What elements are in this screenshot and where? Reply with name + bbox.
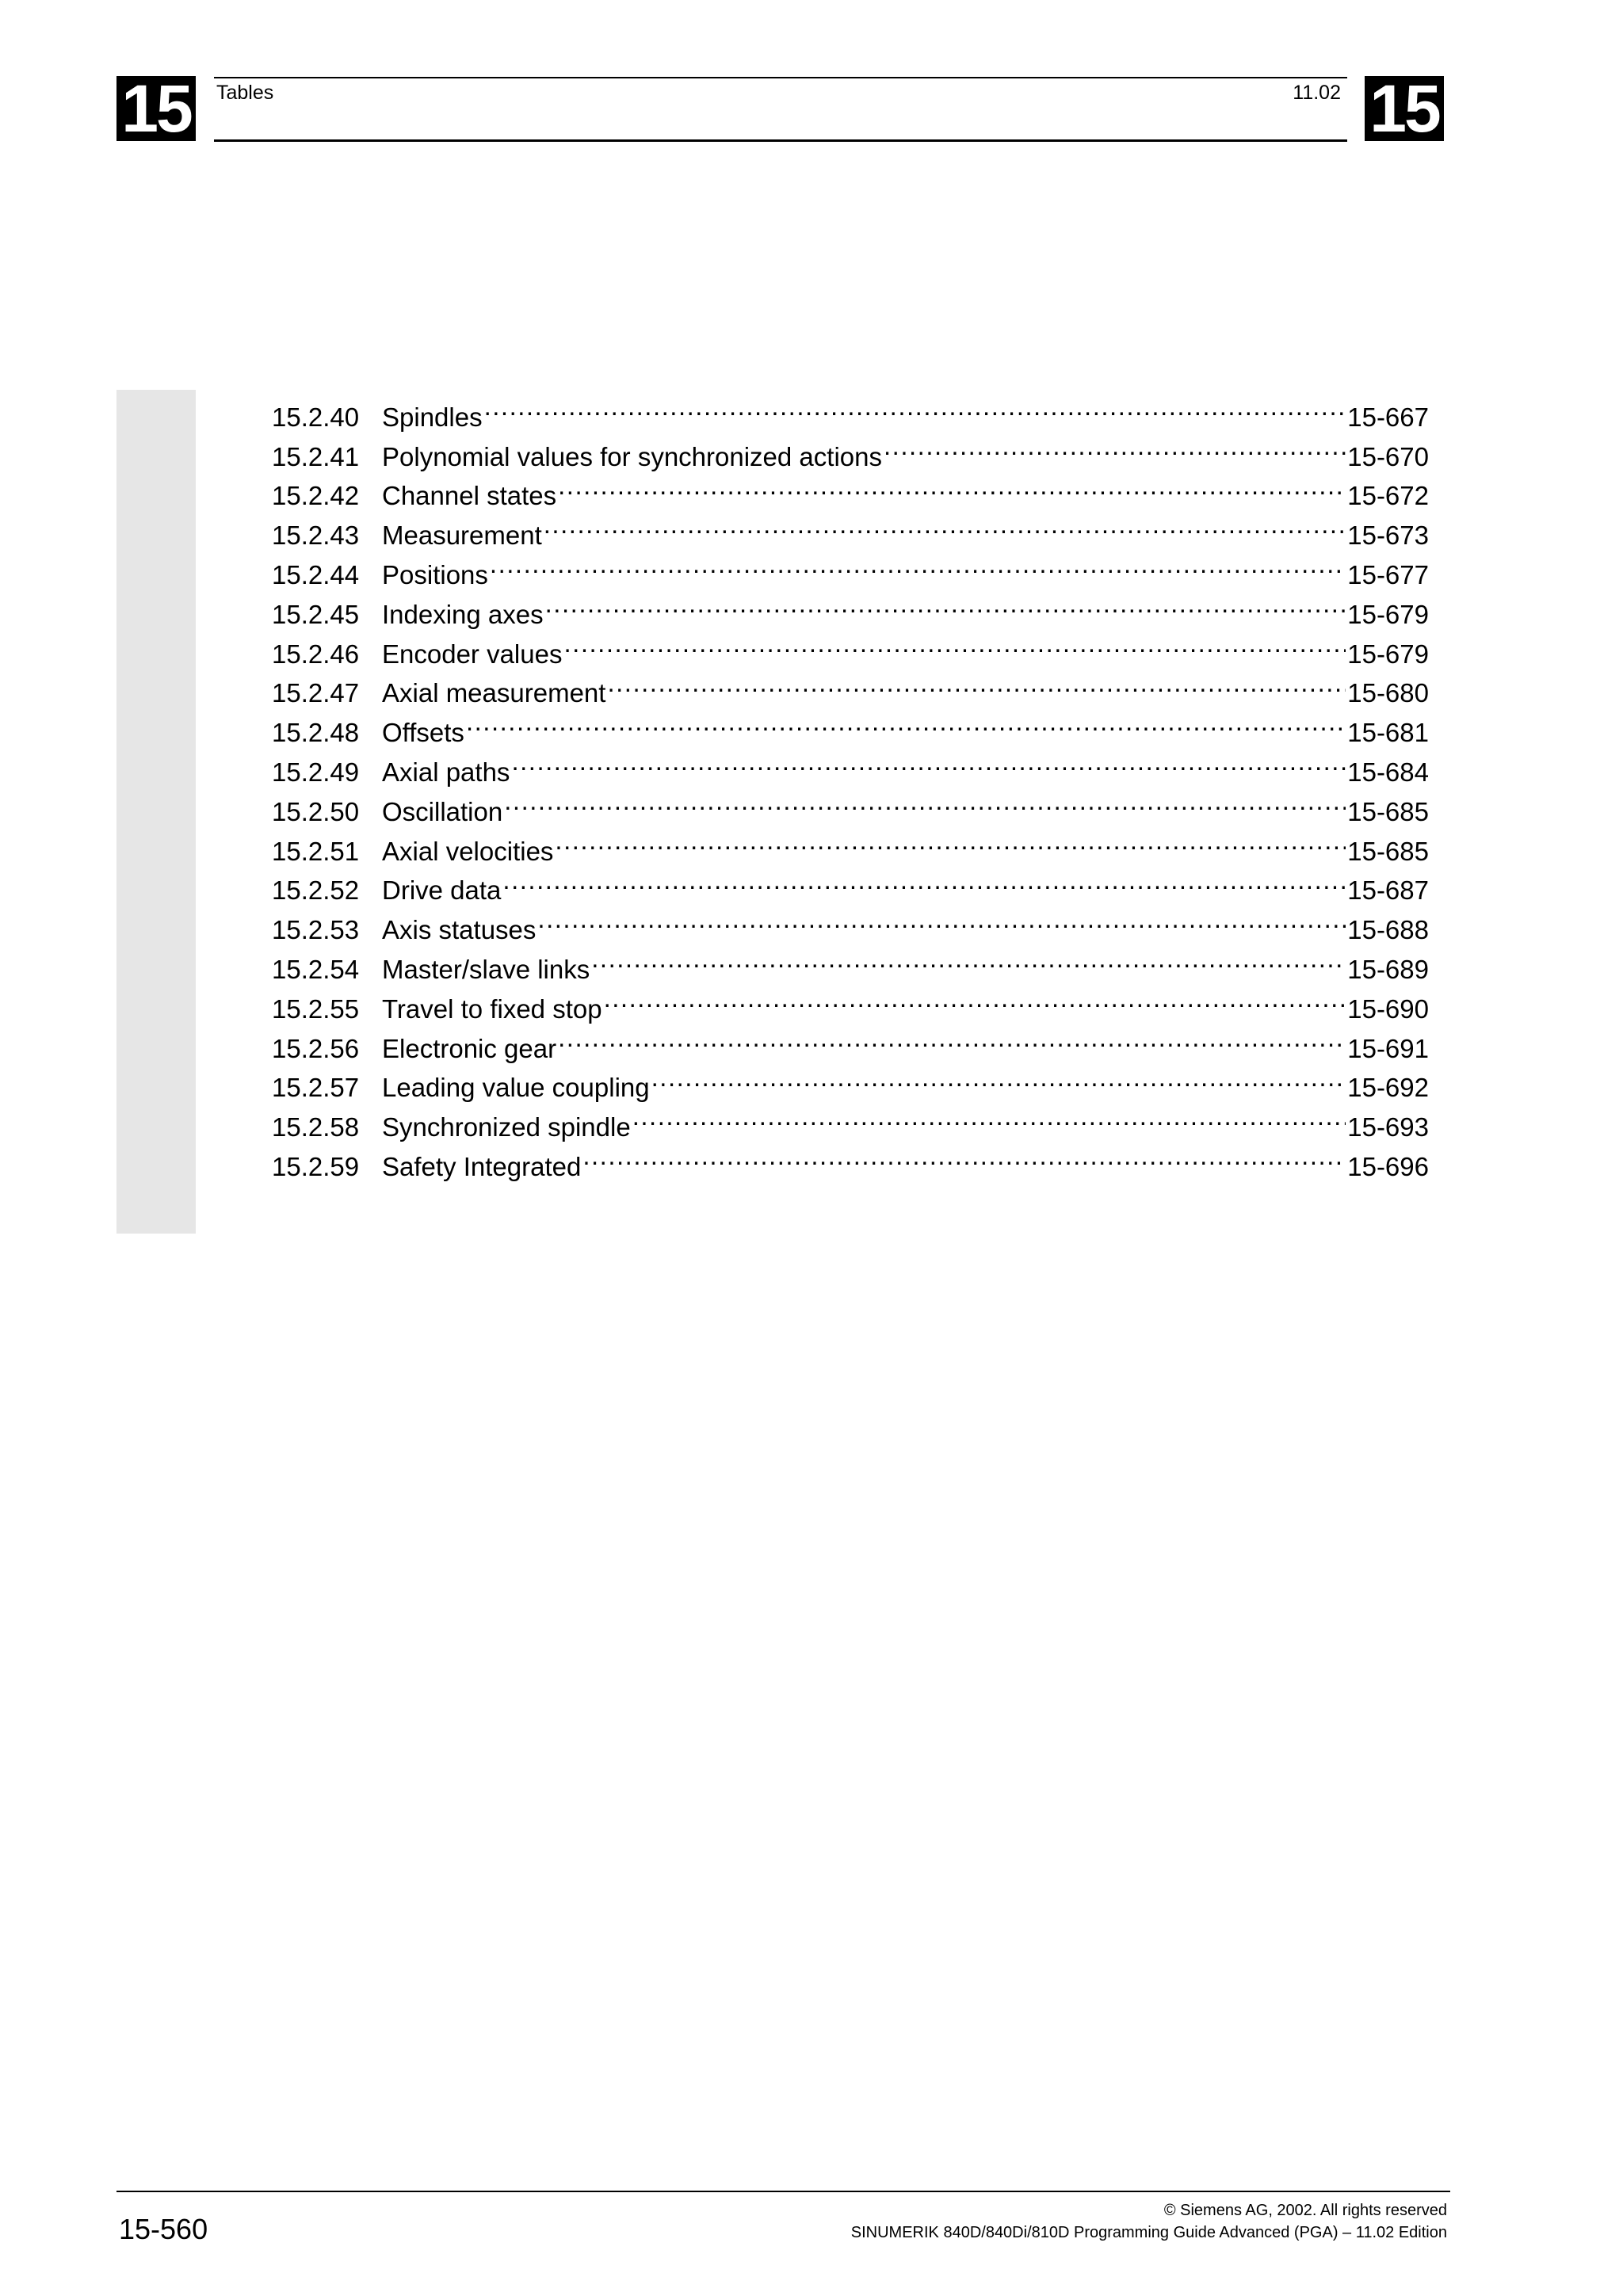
toc-dot-leader (502, 860, 1346, 900)
toc-section-number: 15.2.57 (272, 1073, 360, 1103)
toc-section-title: Master/slave links (382, 954, 590, 984)
footer-rule (116, 2191, 1450, 2192)
header-rule-bottom (214, 139, 1347, 142)
toc-section-number: 15.2.40 (272, 402, 360, 432)
toc-dot-leader (607, 663, 1346, 703)
toc-page-number: 15-688 (1347, 915, 1429, 945)
margin-gray-bar (116, 390, 196, 1234)
toc-dot-leader (558, 466, 1346, 505)
toc-page-number: 15-667 (1347, 402, 1429, 432)
toc-page-number: 15-691 (1347, 1033, 1429, 1063)
toc-section-number: 15.2.48 (272, 718, 360, 748)
toc-dot-leader (466, 702, 1346, 742)
toc-section-title: Synchronized spindle (382, 1112, 631, 1142)
toc-section-number: 15.2.42 (272, 481, 360, 511)
toc-section-title: Leading value coupling (382, 1073, 650, 1103)
toc-section-number: 15.2.49 (272, 757, 360, 787)
running-header-title: Tables (216, 82, 274, 104)
toc-section-title: Safety Integrated (382, 1151, 582, 1181)
toc-section-title: Axial velocities (382, 836, 554, 866)
footer-copyright: © Siemens AG, 2002. All rights reserved (1163, 2202, 1447, 2219)
toc-entry[interactable] (272, 387, 1429, 432)
toc-section-number: 15.2.44 (272, 559, 360, 589)
toc-dot-leader (582, 1136, 1346, 1176)
toc-page-number: 15-690 (1347, 994, 1429, 1024)
toc-section-title: Axial measurement (382, 678, 606, 708)
toc-dot-leader (558, 1018, 1346, 1058)
toc-page-number: 15-670 (1347, 441, 1429, 471)
toc-section-title: Spindles (382, 402, 483, 432)
table-of-contents (272, 387, 1429, 1181)
toc-dot-leader (504, 781, 1346, 821)
toc-section-number: 15.2.56 (272, 1033, 360, 1063)
toc-section-title: Positions (382, 559, 488, 589)
toc-page-number: 15-679 (1347, 599, 1429, 629)
toc-section-number: 15.2.51 (272, 836, 360, 866)
toc-section-number: 15.2.50 (272, 796, 360, 826)
toc-dot-leader (563, 624, 1346, 663)
header-rule-top (214, 77, 1347, 78)
toc-section-number: 15.2.52 (272, 875, 360, 906)
toc-dot-leader (591, 939, 1346, 978)
toc-section-title: Polynomial values for synchronized actions (382, 441, 882, 471)
toc-section-title: Travel to fixed stop (382, 994, 602, 1024)
toc-section-number: 15.2.41 (272, 441, 360, 471)
footer-page-number: 15-560 (119, 2213, 208, 2245)
toc-section-number: 15.2.59 (272, 1151, 360, 1181)
toc-section-number: 15.2.45 (272, 599, 360, 629)
chapter-number-badge-left: 15 (116, 76, 196, 141)
toc-dot-leader (545, 584, 1346, 624)
toc-page-number: 15-693 (1347, 1112, 1429, 1142)
toc-section-number: 15.2.46 (272, 639, 360, 669)
toc-section-number: 15.2.54 (272, 954, 360, 984)
toc-dot-leader (484, 387, 1346, 426)
toc-page-number: 15-685 (1347, 796, 1429, 826)
toc-dot-leader (555, 821, 1346, 860)
toc-section-title: Measurement (382, 521, 542, 551)
running-header-version: 11.02 (1293, 82, 1341, 104)
toc-section-number: 15.2.55 (272, 994, 360, 1024)
toc-section-title: Indexing axes (382, 599, 544, 629)
toc-section-number: 15.2.43 (272, 521, 360, 551)
toc-dot-leader (511, 742, 1346, 781)
toc-page-number: 15-696 (1347, 1151, 1429, 1181)
toc-section-title: Offsets (382, 718, 464, 748)
toc-page-number: 15-685 (1347, 836, 1429, 866)
toc-section-number: 15.2.53 (272, 915, 360, 945)
toc-page-number: 15-684 (1347, 757, 1429, 787)
toc-dot-leader (537, 899, 1346, 939)
toc-section-title: Axial paths (382, 757, 510, 787)
toc-section-title: Drive data (382, 875, 502, 906)
toc-dot-leader (884, 426, 1346, 466)
toc-dot-leader (651, 1058, 1346, 1097)
toc-dot-leader (632, 1097, 1346, 1136)
toc-page-number: 15-677 (1347, 559, 1429, 589)
toc-page-number: 15-679 (1347, 639, 1429, 669)
toc-section-number: 15.2.47 (272, 678, 360, 708)
toc-section-title: Encoder values (382, 639, 563, 669)
toc-page-number: 15-681 (1347, 718, 1429, 748)
toc-section-title: Channel states (382, 481, 557, 511)
toc-page-number: 15-692 (1347, 1073, 1429, 1103)
toc-section-title: Electronic gear (382, 1033, 557, 1063)
toc-section-number: 15.2.58 (272, 1112, 360, 1142)
toc-page-number: 15-687 (1347, 875, 1429, 906)
toc-dot-leader (604, 978, 1346, 1018)
chapter-number-badge-right: 15 (1365, 76, 1444, 141)
toc-dot-leader (490, 544, 1346, 584)
toc-section-title: Oscillation (382, 796, 503, 826)
toc-section-title: Axis statuses (382, 915, 537, 945)
toc-page-number: 15-680 (1347, 678, 1429, 708)
footer-book-title: SINUMERIK 840D/840Di/810D Programming Guide Advanced (PGA) – 11.02 Edition (850, 2224, 1447, 2241)
toc-page-number: 15-689 (1347, 954, 1429, 984)
toc-page-number: 15-672 (1347, 481, 1429, 511)
toc-dot-leader (544, 505, 1346, 544)
toc-page-number: 15-673 (1347, 521, 1429, 551)
